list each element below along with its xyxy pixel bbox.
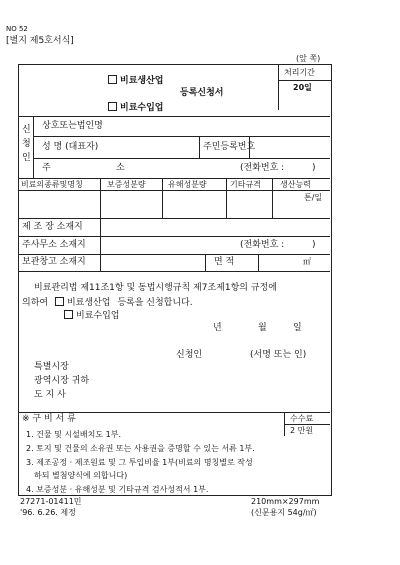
fee-label: 수수료 [290,414,314,423]
factory-location-field[interactable] [102,220,328,235]
recipient-province: 도 지 사 [34,390,66,400]
header-guaranteed-component: 보증성분량 [107,180,146,189]
phone-label: (전화번호 : [240,163,285,173]
form-number: NO 52 [6,25,28,33]
office-phone-label: (전화번호 : [240,240,285,250]
factory-location-label: 제 조 장 소재지 [22,222,83,232]
declaration-suffix: 등록을 신청합니다. [117,298,193,308]
production-checkbox[interactable] [108,75,117,84]
header-production-capacity: 생산능력 [280,180,311,189]
document-item-1: 1. 건물 및 시설배치도 1부. [26,430,121,439]
option-production-label: 비료생산업 [120,76,164,86]
header-harmful-component: 유해성분량 [168,180,207,189]
header-fertilizer-type: 비료의종류및명칭 [21,180,83,189]
office-location-label: 주사무소 소재지 [22,240,86,250]
declaration-line-2 [22,297,193,308]
header-other-spec: 기타규격 [230,180,261,189]
applicant-label-1: 신 [22,125,31,135]
option-import-label: 비료수입업 [120,103,164,113]
import-checkbox[interactable] [108,102,117,111]
fee-value: 2 만원 [290,426,314,435]
address-label-1: 주 [42,163,51,173]
declaration-production-checkbox[interactable] [55,297,64,306]
company-name-field[interactable] [120,118,325,134]
document-item-3-cont: 하되 별첨양식에 의합니다) [34,471,128,480]
name-field[interactable] [120,138,196,156]
resident-number-field[interactable] [252,138,328,156]
address-field[interactable] [130,160,230,176]
processing-period-label: 처리기간 [284,68,315,77]
paper-type: (신문용지 54g/㎡) [251,508,317,517]
document-item-3: 3. 제조공정 · 제조원료 및 그 투입비율 1부(비료의 명칭별로 작성 [26,458,253,467]
phone-close: ) [312,163,316,173]
name-label: 성 명 (대표자) [42,142,99,152]
declaration-import-label: 비료수입업 [76,311,120,321]
area-unit: ㎡ [303,257,311,266]
application-title: 등록신청서 [180,88,224,98]
day-label: 일 [293,323,302,333]
document-item-2: 2. 토지 및 건물의 소유권 또는 사용권을 증명할 수 있는 서류 1부. [26,444,255,453]
storage-location-label: 보관창고 소재지 [22,257,86,267]
recipient-metro-city: 광역시장 귀하 [34,376,90,386]
footer-date: '96. 6.26. 제정 [20,508,76,517]
applicant-label-2: 청 [22,139,31,149]
option-import[interactable] [108,102,163,113]
option-production[interactable] [108,75,163,86]
declaration-prefix: 의하여 [22,298,49,308]
signature-label: (서명 또는 인) [250,350,307,360]
document-item-4: 4. 보증성분 · 유해성분 및 기타규격 검사성적서 1부. [26,485,209,494]
applicant-label-3: 인 [22,153,31,163]
address-label-2: 소 [116,163,125,173]
office-phone-close: ) [312,240,316,250]
documents-title: ※ 구 비 서 류 [22,414,76,424]
year-label: 년 [213,323,222,333]
paper-size: 210mm×297mm [251,497,320,506]
declaration-line-1: 비료관리법 제11조1항 및 동법시행규칙 제7조제1항의 규정에 [34,283,277,293]
declaration-production-label: 비료생산업 [66,298,111,308]
front-side-label: (앞 쪽) [296,54,321,63]
area-label: 면 적 [214,257,235,267]
form-title: [별지 제5호서식] [6,36,74,46]
footer-code: 27271-01411민 [20,497,82,506]
applicant-sign-label: 신청인 [176,350,203,360]
capacity-unit: 톤/일 [304,193,323,202]
declaration-line-3 [64,310,119,321]
processing-period-value: 20일 [293,83,312,92]
recipient-special-city: 특별시장 [34,362,69,372]
month-label: 월 [258,323,267,333]
resident-number-label: 주민등록번호 [203,142,256,152]
declaration-import-checkbox[interactable] [64,310,73,319]
company-name-label: 상호또는법인명 [42,121,103,131]
